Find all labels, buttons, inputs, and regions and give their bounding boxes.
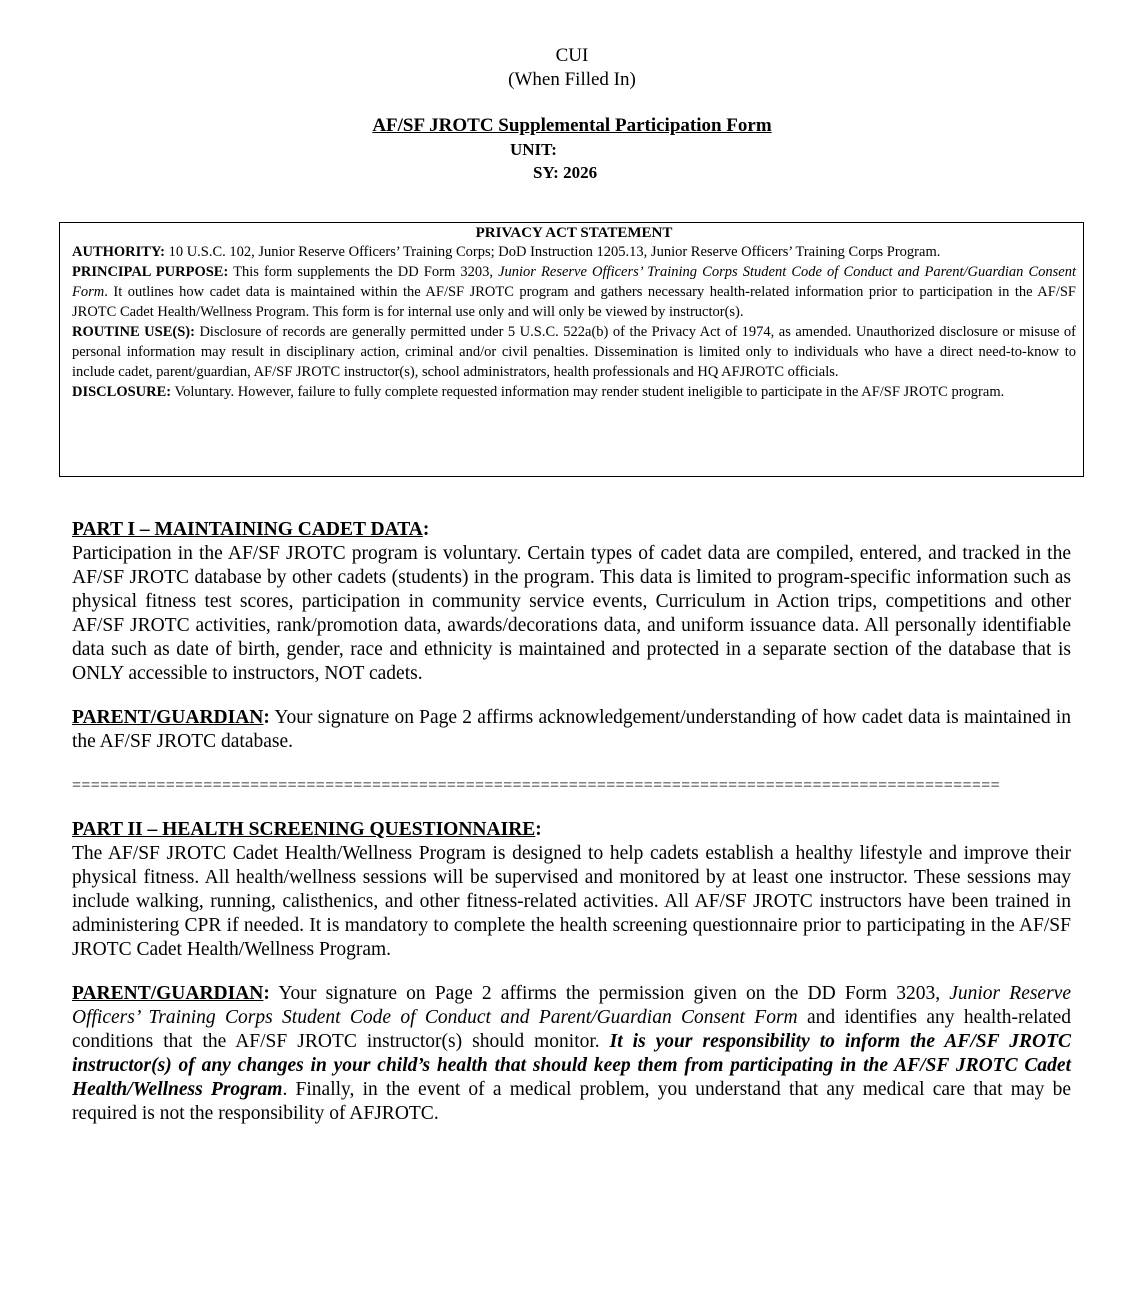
part2-pg-text-3: . Finally, in the event of a medical problem, you understand that any medical care that may be required is not the responsibility of AFJROTC. xyxy=(72,1079,1071,1124)
part2-heading xyxy=(72,818,1071,842)
purpose-text-1: This form supplements the DD Form 3203, xyxy=(228,264,499,280)
part1-body: Participation in the AF/SF JROTC program is voluntary. Certain types of cadet data are compiled, entered, and tracked in the AF/SF JROTC database by other cadets (students) in the program. This data is limited to program-specific information such as physical fitness test scores, participation in community service events, Curriculum in Action trips, competitions and other AF/SF JROTC activities, rank/promotion data, awards/decorations data, and uniform issuance data. All personally identifiable data such as date of birth, gender, race and ethnicity is maintained and protected in a separate section of the database that is ONLY accessible to instructors, NOT cadets. xyxy=(72,543,1071,684)
principal-purpose-paragraph xyxy=(72,262,1076,322)
part2-pg-colon: : xyxy=(263,983,270,1004)
part2-parent-guardian xyxy=(72,982,1071,1126)
purpose-text-2: . It outlines how cadet data is maintained within the AF/SF JROTC program and gathers necessary health-related information prior to participation in the AF/SF JROTC Cadet Health/Wellness Program. This form is for internal use only and will only be viewed by instructor(s). xyxy=(72,284,1076,320)
purpose-label: PRINCIPAL PURPOSE: xyxy=(72,264,229,280)
routine-uses-paragraph xyxy=(72,322,1076,382)
disclosure-label: DISCLOSURE: xyxy=(72,384,172,400)
unit-label: UNIT: xyxy=(510,140,557,159)
part1-pg-colon: : xyxy=(263,707,270,728)
part2-pg-text-2: and identifies any health-related conditions that the AF/SF JROTC instructor(s) should monitor. xyxy=(72,1007,1072,1052)
part1-section xyxy=(72,518,1071,754)
part1-pg-text: Your signature on Page 2 affirms acknowledgement/understanding of how cadet data is maintained in the AF/SF JROTC database. xyxy=(72,707,1071,752)
part2-pg-responsibility: It is your responsibility to inform the AF/SF JROTC instructor(s) of any changes in your child’s health that should keep them from participating in the AF/SF JROTC Cadet Health/Wellness Program xyxy=(72,1031,1071,1100)
school-year-label: SY: 2026 xyxy=(533,163,598,182)
part2-heading-colon: : xyxy=(535,819,542,840)
part1-parent-guardian xyxy=(72,706,1071,754)
part1-heading xyxy=(72,518,1071,542)
authority-label: AUTHORITY: xyxy=(72,244,165,260)
when-filled-label: (When Filled In) xyxy=(508,69,636,90)
privacy-act-statement xyxy=(59,222,1084,477)
part2-body: The AF/SF JROTC Cadet Health/Wellness Program is designed to help cadets establish a healthy lifestyle and improve their physical fitness. All health/wellness sessions will be supervised and monitored by at least one instructor. These sessions may include walking, running, calisthenics, and other fitness-related activities. All AF/SF JROTC instructors have been trained in administering CPR if needed. It is mandatory to complete the health screening questionnaire prior to participating in the AF/SF JROTC Cadet Health/Wellness Program. xyxy=(72,843,1071,960)
cui-label: CUI xyxy=(555,45,589,66)
part2-pg-text-1: Your signature on Page 2 affirms the permission given on the DD Form 3203, xyxy=(269,983,950,1004)
part1-heading-text: PART I – MAINTAINING CADET DATA xyxy=(72,519,423,540)
disclosure-paragraph xyxy=(72,382,1076,402)
privacy-title: PRIVACY ACT STATEMENT xyxy=(475,225,673,241)
authority-paragraph xyxy=(72,242,1076,262)
part1-heading-colon: : xyxy=(422,519,430,540)
form-title: AF/SF JROTC Supplemental Participation Form xyxy=(372,115,772,136)
routine-label: ROUTINE USE(S): xyxy=(72,324,195,340)
part1-pg-label: PARENT/GUARDIAN xyxy=(72,707,264,728)
part2-heading-text: PART II – HEALTH SCREENING QUESTIONNAIRE xyxy=(72,819,536,840)
authority-text: 10 U.S.C. 102, Junior Reserve Officers’ Training Corps; DoD Instruction 1205.13, Junior Reserve Officers’ Training Corps Program. xyxy=(164,244,941,260)
part2-pg-label: PARENT/GUARDIAN xyxy=(72,983,264,1004)
part2-pg-form-name: Junior Reserve Officers’ Training Corps Student Code of Conduct and Parent/Guardian Consent Form xyxy=(72,983,1071,1028)
form-title-block xyxy=(0,114,1144,182)
purpose-form-name: Junior Reserve Officers’ Training Corps Student Code of Conduct and Parent/Guardian Consent Form xyxy=(72,264,1076,300)
disclosure-text: Voluntary. However, failure to fully complete requested information may render student ineligible to participate in the AF/SF JROTC program. xyxy=(171,384,1005,400)
routine-text: Disclosure of records are generally permitted under 5 U.S.C. 522a(b) of the Privacy Act of 1974, as amended. Unauthorized disclosure or misuse of personal information may result in disciplinary action, criminal and/or civil penalties. Dissemination is limited only to individuals who have a direct need-to-know to include cadet, parent/guardian, AF/SF JROTC instructor(s), school administrators, health professionals and HQ AFJROTC officials. xyxy=(72,324,1076,380)
section-divider: =================================================================================================== xyxy=(72,777,1000,794)
part2-section xyxy=(72,818,1071,1126)
cui-header xyxy=(0,44,1144,92)
